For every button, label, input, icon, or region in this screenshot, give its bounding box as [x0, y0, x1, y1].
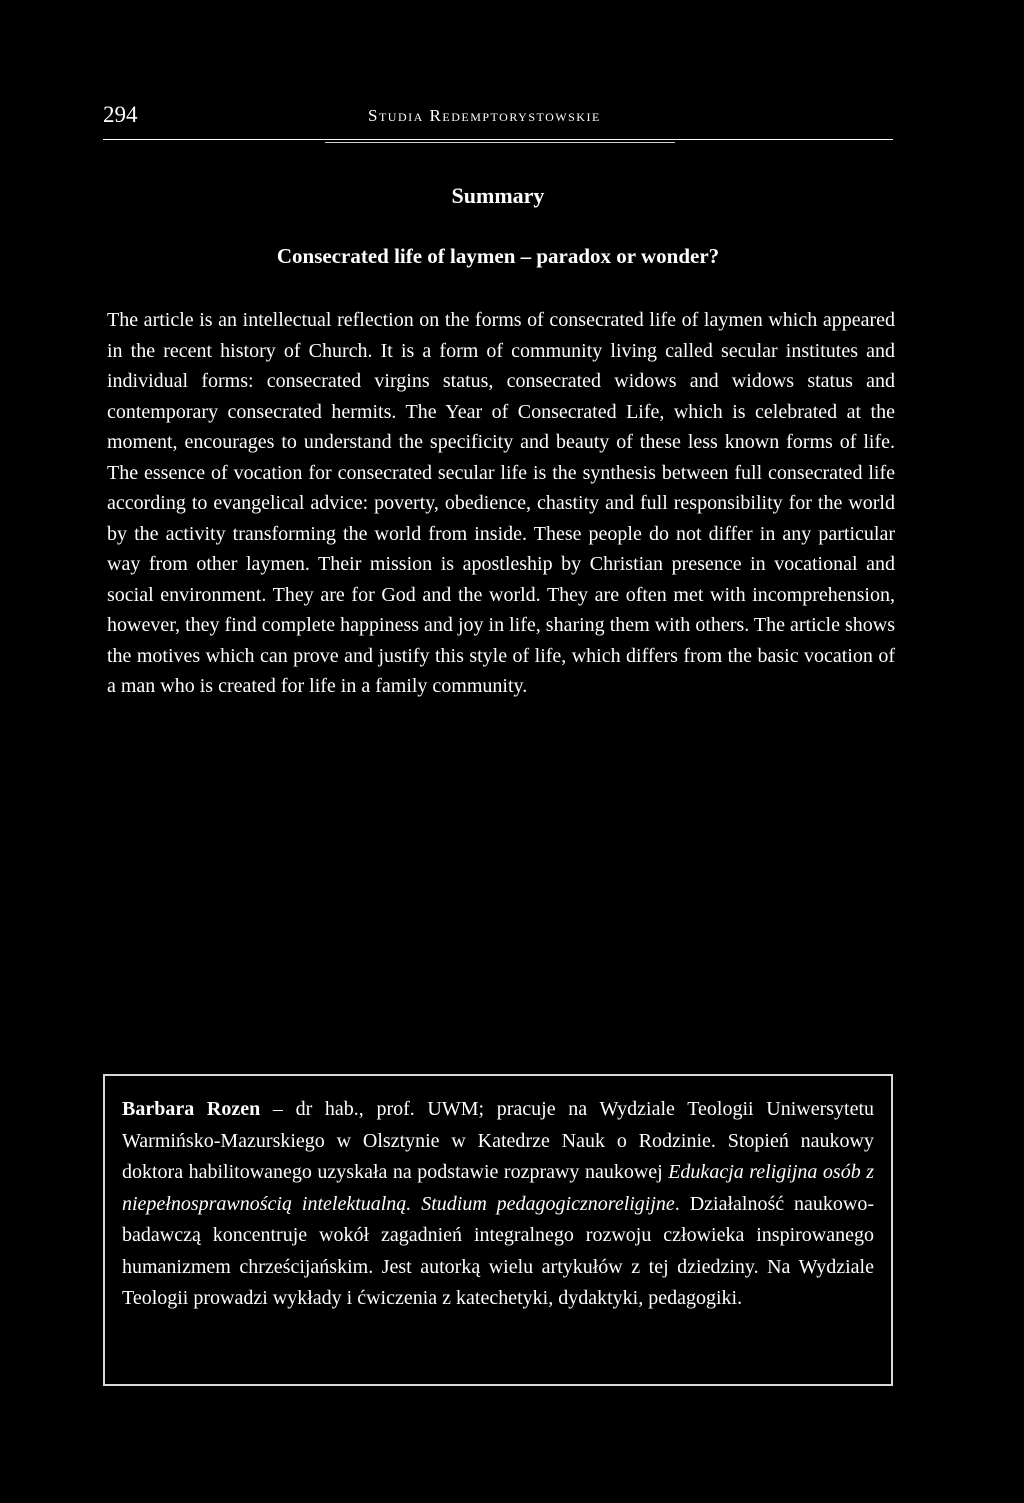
author-bio-text-part1: – dr hab., prof. UWM; pracuje na Wydziale Teologii Uniwersytetu Warmińsko-Mazurskiego w Olsztynie w Katedrze Nauk o Rodzinie. Stopień naukowy doktora habilitowanego uzyskała na podstawie rozprawy naukowej [122, 1098, 874, 1183]
article-title: Consecrated life of laymen – paradox or wonder? [276, 244, 720, 268]
author-bio-text-part2: . Działalność naukowo-badawczą koncentruje wokół zagadnień integralnego rozwoju człowieka inspirowanego humanizmem chrześcijańskim. Jest autorką wielu artykułów z tej dziedziny. Na Wydziale Teologii prowadzi wykłady i ćwiczenia z katechetyki, dydaktyki, pedagogiki. [122, 1192, 874, 1309]
author-book-title: Edukacja religijna osób z niepełnosprawnością intelektualną. Studium pedagogicznoreligijne [122, 1161, 874, 1215]
summary-heading: Summary [451, 183, 545, 208]
author-bio-paragraph [122, 1094, 874, 1315]
header-rule-accent [325, 142, 675, 143]
author-name: Barbara Rozen [122, 1098, 261, 1120]
author-bio-box [103, 1074, 893, 1386]
header-rule [103, 139, 893, 140]
abstract-paragraph: The article is an intellectual reflection on the forms of consecrated life of laymen which appeared in the recent history of Church. It is a form of community living called secular institutes and individual forms: consecrated virgins status, consecrated widows and widows status and contemporary consecrated hermits. The Year of Consecrated Life, which is celebrated at the moment, encourages to understand the specificity and beauty of these less known forms of life. The essence of vocation for consecrated secular life is the synthesis between full consecrated life according to evangelical advice: poverty, obedience, chastity and full responsibility for the world by the activity transforming the world from inside. These people do not differ in any particular way from other laymen. Their mission is apostleship by Christian presence in vocational and social environment. They are for God and the world. They are often met with incomprehension, however, they find complete happiness and joy in life, sharing them with others. The article shows the motives which can prove and justify this style of life, which differs from the basic vocation of a man who is created for life in a family community. [107, 309, 895, 697]
page-number: 294 [103, 102, 138, 127]
running-head [103, 100, 893, 130]
journal-title: Studia Redemptorystowskie [368, 106, 601, 125]
